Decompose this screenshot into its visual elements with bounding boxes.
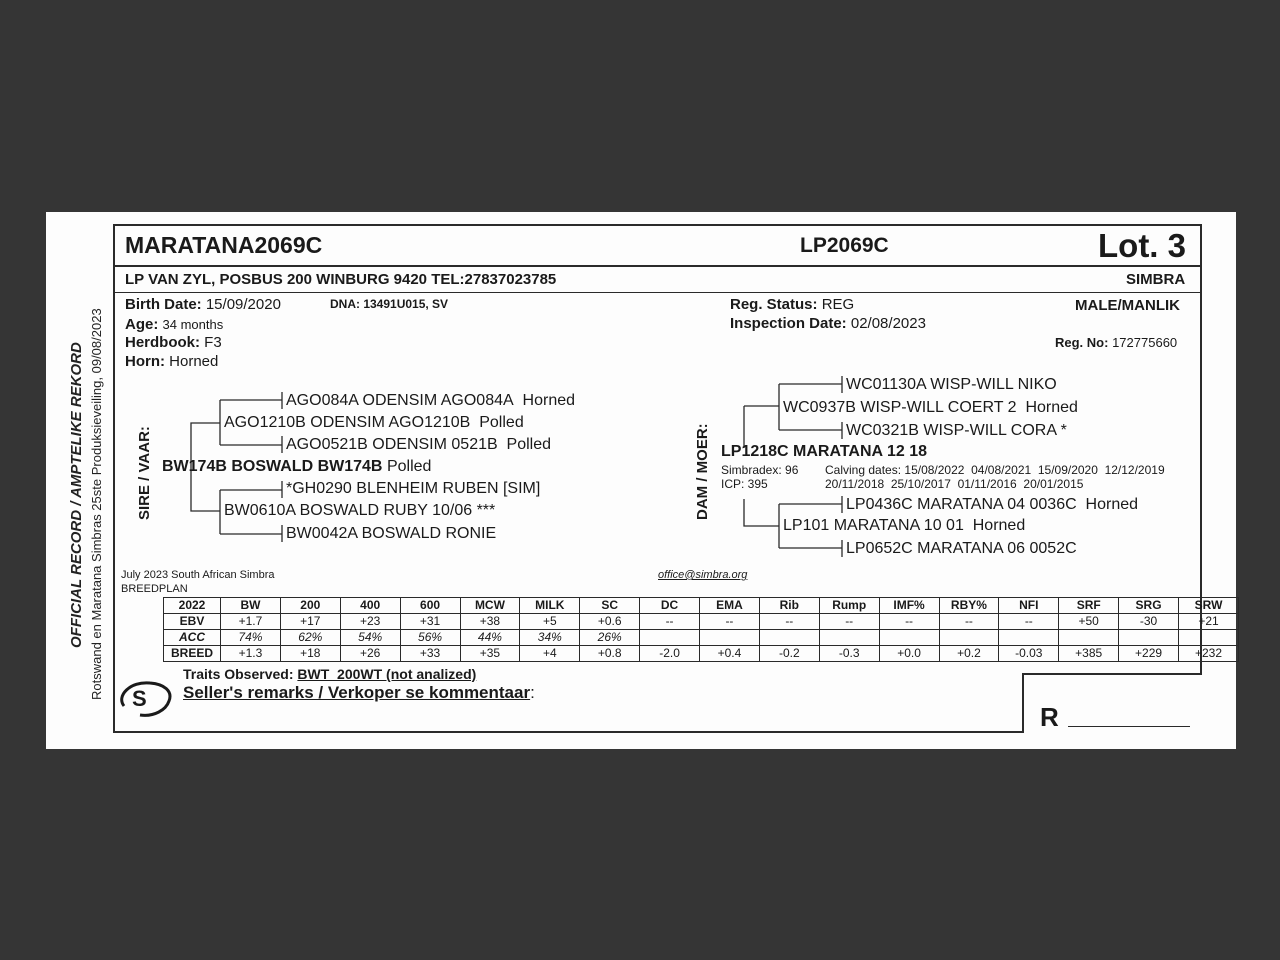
dam-paternal-great-grandsire: WC01130A WISP-WILL NIKO	[846, 376, 1057, 393]
dam-label: DAM / MOER:	[694, 423, 711, 520]
ebv-table	[163, 597, 1239, 662]
ebv-header-cell: SC	[580, 598, 640, 614]
ebv-cell: +18	[280, 646, 340, 662]
reg-number-value: 172775660	[1112, 335, 1178, 350]
ebv-header-cell: 600	[400, 598, 460, 614]
animal-name: MARATANA2069C	[125, 232, 323, 258]
ebv-cell: +23	[340, 614, 400, 630]
age-value: 34 months	[162, 317, 224, 332]
dam-paternal-grandsire	[783, 399, 1078, 417]
ebv-cell	[999, 630, 1059, 646]
ebv-cell	[759, 630, 819, 646]
ebv-cell: +4	[520, 646, 580, 662]
ebv-cell: +26	[340, 646, 400, 662]
ebv-cell: --	[879, 614, 939, 630]
herdbook-value: F3	[204, 334, 222, 351]
sellers-remarks	[183, 683, 535, 703]
dam-mat-gd-horn: Horned	[972, 517, 1026, 534]
herdbook-label: Herdbook:	[125, 334, 200, 351]
ebv-cell: +17	[280, 614, 340, 630]
price-label: R	[1040, 702, 1059, 732]
dam-simbradex: Simbradex: 96	[721, 463, 799, 477]
inspection-date-value: 02/08/2023	[850, 315, 926, 332]
ebv-row-label: ACC	[164, 630, 221, 646]
ebv-row-acc	[164, 630, 1239, 646]
ebv-cell: -0.03	[999, 646, 1059, 662]
contact-email[interactable]: office@simbra.org	[658, 569, 748, 581]
dam-pat-gs-name: WC0937B WISP-WILL COERT 2	[783, 399, 1017, 416]
reg-number-label: Reg. No:	[1055, 335, 1109, 350]
sire	[162, 458, 431, 476]
ebv-cell: +31	[400, 614, 460, 630]
dam-icp: ICP: 395	[721, 477, 768, 491]
sire-pat-gs-horn: Polled	[479, 414, 524, 431]
ebv-header-cell: 400	[340, 598, 400, 614]
ebv-cell: +0.0	[879, 646, 939, 662]
sellers-remarks-colon: :	[530, 683, 535, 702]
sire-paternal-grandsire	[224, 414, 524, 432]
ebv-cell: +5	[520, 614, 580, 630]
lot-number: Lot. 3	[1098, 227, 1186, 264]
sire-pat-ggd-name: AGO0521B ODENSIM 0521B	[286, 436, 498, 453]
ebv-cell: --	[640, 614, 700, 630]
ebv-row-ebv	[164, 614, 1239, 630]
ebv-cell: +38	[460, 614, 520, 630]
ebv-header-cell: SRG	[1119, 598, 1179, 614]
ebv-cell: 26%	[580, 630, 640, 646]
ebv-cell: +1.7	[221, 614, 281, 630]
age-label: Age:	[125, 316, 159, 333]
dam-mat-ggs-name: LP0436C MARATANA 04 0036C	[846, 496, 1077, 513]
ebv-cell	[939, 630, 999, 646]
ebv-cell: +0.2	[939, 646, 999, 662]
animal-id: LP2069C	[800, 234, 889, 257]
logo-letter: S	[132, 686, 147, 711]
auction-label: Rotswand en Maratana Simbras 25ste Produksieveiling, 09/08/2023	[89, 308, 104, 700]
ebv-header-cell: MILK	[520, 598, 580, 614]
sire-label: SIRE / VAAR:	[136, 426, 153, 520]
ebv-header-cell: IMF%	[879, 598, 939, 614]
simbra-logo-icon	[114, 675, 176, 721]
ebv-header-cell: EMA	[700, 598, 760, 614]
ebv-cell	[1119, 630, 1179, 646]
inspection-date-label: Inspection Date:	[730, 315, 847, 332]
birth-date-value: 15/09/2020	[205, 296, 281, 313]
ebv-header-cell: NFI	[999, 598, 1059, 614]
ebv-header-cell: Rump	[819, 598, 879, 614]
ebv-header-cell: MCW	[460, 598, 520, 614]
ebv-cell: --	[999, 614, 1059, 630]
dam-mat-ggs-horn: Horned	[1085, 496, 1139, 513]
sire-pat-ggs-name: AGO084A ODENSIM AGO084A	[286, 392, 514, 409]
ebv-cell: +0.6	[580, 614, 640, 630]
ebv-cell: 44%	[460, 630, 520, 646]
ebv-row-label: EBV	[164, 614, 221, 630]
ebv-header-cell: Rib	[759, 598, 819, 614]
sire-maternal-great-grandsire: *GH0290 BLENHEIM RUBEN [SIM]	[286, 480, 541, 497]
ebv-cell	[819, 630, 879, 646]
ebv-cell: --	[759, 614, 819, 630]
breeder-address: LP VAN ZYL, POSBUS 200 WINBURG 9420 TEL:27837023785	[125, 271, 557, 288]
ebv-cell	[1179, 630, 1239, 646]
calving-label: Calving dates:	[825, 463, 902, 477]
dam-calving-dates	[825, 463, 1165, 477]
ebv-cell: -30	[1119, 614, 1179, 630]
dam-maternal-great-granddam: LP0652C MARATANA 06 0052C	[846, 540, 1077, 557]
reg-status-value: REG	[821, 296, 855, 313]
dam-maternal-great-grandsire	[846, 496, 1138, 514]
breed-name: SIMBRA	[1126, 271, 1186, 288]
calving-dates-row-2: 20/11/2018 25/10/2017 01/11/2016 20/01/2015	[825, 477, 1084, 491]
ebv-cell: -2.0	[640, 646, 700, 662]
ebv-cell: --	[700, 614, 760, 630]
ebv-header-cell: BW	[221, 598, 281, 614]
ebv-cell	[1059, 630, 1119, 646]
ebv-year: 2022	[164, 598, 221, 614]
dam-mat-gd-name: LP101 MARATANA 10 01	[783, 517, 964, 534]
ebv-cell: --	[939, 614, 999, 630]
ebv-row-breed	[164, 646, 1239, 662]
traits-label: Traits Observed:	[183, 666, 294, 682]
official-record-label: OFFICIAL RECORD / AMPTELIKE REKORD	[68, 342, 85, 648]
ebv-cell: -0.2	[759, 646, 819, 662]
dam-pat-gs-horn: Horned	[1025, 399, 1078, 416]
ebv-cell: 62%	[280, 630, 340, 646]
sire-pat-gs-name: AGO1210B ODENSIM AGO1210B	[224, 414, 471, 431]
traits-observed	[183, 666, 476, 682]
ebv-header-cell: DC	[640, 598, 700, 614]
ebv-cell: 54%	[340, 630, 400, 646]
ebv-cell: 74%	[221, 630, 281, 646]
ebv-cell: +21	[1179, 614, 1239, 630]
dam-name: LP1218C MARATANA 12 18	[721, 443, 927, 460]
lot-card	[46, 212, 1236, 749]
ebv-cell: +232	[1179, 646, 1239, 662]
ebv-cell: --	[819, 614, 879, 630]
sire-maternal-great-granddam: BW0042A BOSWALD RONIE	[286, 525, 497, 542]
horn-value: Horned	[169, 353, 219, 370]
ebv-cell	[879, 630, 939, 646]
sire-horn: Polled	[386, 458, 432, 475]
ebv-cell: +0.8	[580, 646, 640, 662]
ebv-cell: 56%	[400, 630, 460, 646]
dna-info: DNA: 13491U015, SV	[330, 297, 449, 311]
ebv-cell: +1.3	[221, 646, 281, 662]
sire-pat-ggs-horn: Horned	[522, 392, 576, 409]
sire-paternal-great-grandsire	[286, 392, 575, 410]
ebv-cell: 34%	[520, 630, 580, 646]
sire-pat-ggd-horn: Polled	[506, 436, 552, 453]
ebv-cell: +50	[1059, 614, 1119, 630]
dam-maternal-granddam	[783, 517, 1025, 535]
ebv-cell: +33	[400, 646, 460, 662]
price-input-line[interactable]	[1068, 726, 1190, 727]
ebv-cell	[700, 630, 760, 646]
sellers-remarks-label: Seller's remarks / Verkoper se kommentaar	[183, 683, 531, 702]
ebv-cell: +229	[1119, 646, 1179, 662]
sire-name: BW174B BOSWALD BW174B	[162, 458, 383, 475]
ebv-cell	[640, 630, 700, 646]
dam-paternal-great-granddam: WC0321B WISP-WILL CORA *	[846, 422, 1067, 439]
ebv-cell: +0.4	[700, 646, 760, 662]
ebv-header-cell: RBY%	[939, 598, 999, 614]
ebv-method: BREEDPLAN	[121, 583, 188, 595]
ebv-cell: -0.3	[819, 646, 879, 662]
traits-value: BWT 200WT (not analized)	[297, 666, 477, 682]
reg-status-label: Reg. Status:	[730, 296, 818, 313]
sex: MALE/MANLIK	[1075, 297, 1180, 314]
ebv-row-label: BREED	[164, 646, 221, 662]
horn-label: Horn:	[125, 353, 165, 370]
ebv-cell: +385	[1059, 646, 1119, 662]
sire-paternal-great-granddam	[286, 436, 551, 454]
calving-dates-row-1: 15/08/2022 04/08/2021 15/09/2020 12/12/2019	[904, 463, 1165, 477]
ebv-header-row	[164, 598, 1239, 614]
ebv-header-cell: SRF	[1059, 598, 1119, 614]
ebv-source: July 2023 South African Simbra	[121, 569, 275, 581]
sire-maternal-granddam: BW0610A BOSWALD RUBY 10/06 ***	[224, 502, 496, 519]
birth-date-label: Birth Date:	[125, 296, 202, 313]
ebv-header-cell: 200	[280, 598, 340, 614]
ebv-header-cell: SRW	[1179, 598, 1239, 614]
ebv-cell: +35	[460, 646, 520, 662]
